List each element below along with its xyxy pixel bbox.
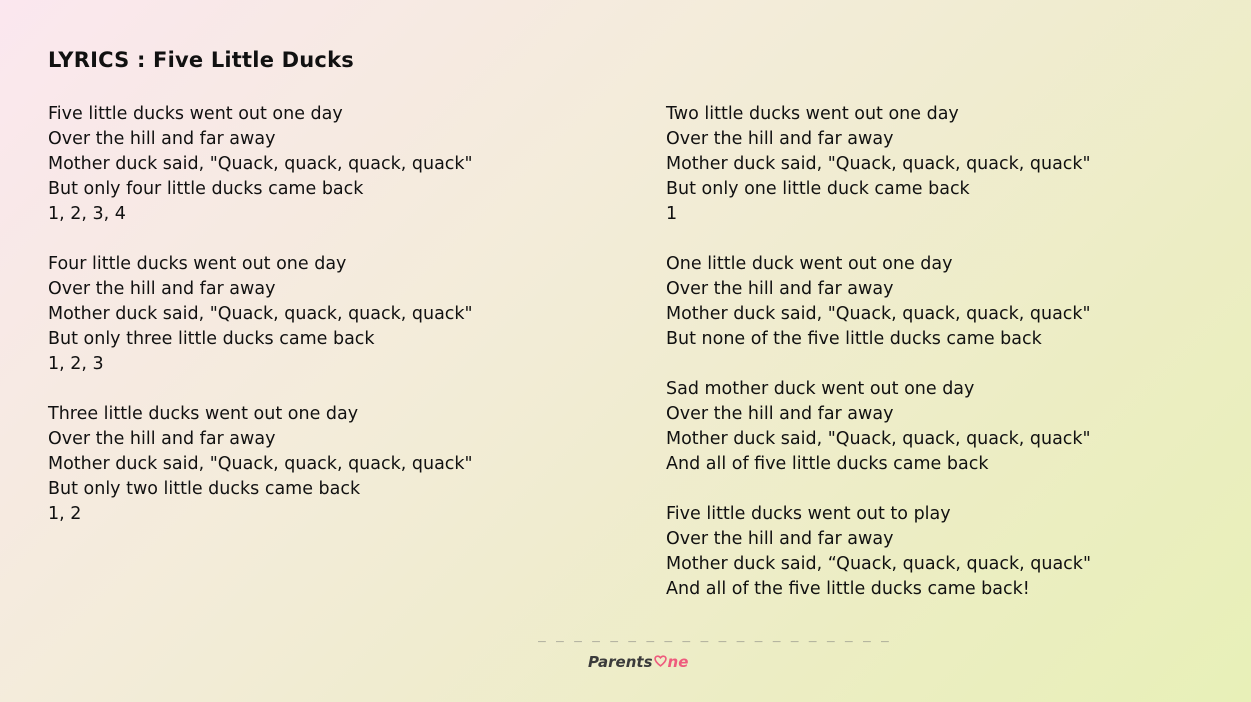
- lyric-count-line: 1, 2: [48, 504, 82, 524]
- lyric-line: One little duck went out one day: [666, 254, 953, 274]
- lyric-line: Sad mother duck went out one day: [666, 379, 975, 399]
- lyric-line: Over the hill and far away: [666, 529, 894, 549]
- lyric-line: Mother duck said, "Quack, quack, quack, quack": [48, 154, 473, 174]
- lyric-line: Over the hill and far away: [666, 279, 894, 299]
- stanza-three-ducks: [48, 402, 568, 527]
- lyric-line: Over the hill and far away: [666, 129, 894, 149]
- lyric-line: Mother duck said, "Quack, quack, quack, quack": [48, 454, 473, 474]
- lyric-line: But none of the five little ducks came back: [666, 329, 1042, 349]
- logo-text-parents: Parents: [588, 653, 653, 671]
- lyric-line: Over the hill and far away: [48, 129, 276, 149]
- stanza-one-duck: [666, 252, 1186, 352]
- lyric-line: Mother duck said, "Quack, quack, quack, quack": [666, 304, 1091, 324]
- stanza-five-ducks: [48, 102, 568, 227]
- lyric-line: Over the hill and far away: [666, 404, 894, 424]
- lyric-line: Over the hill and far away: [48, 279, 276, 299]
- lyric-line: Five little ducks went out one day: [48, 104, 343, 124]
- lyric-line: But only three little ducks came back: [48, 329, 375, 349]
- lyric-line: But only four little ducks came back: [48, 179, 364, 199]
- lyrics-left-column: [48, 102, 568, 552]
- stanza-all-ducks-back: [666, 502, 1186, 602]
- lyric-line: But only one little duck came back: [666, 179, 970, 199]
- lyric-line: Mother duck said, "Quack, quack, quack, quack": [666, 429, 1091, 449]
- lyric-count-line: 1: [666, 204, 678, 224]
- lyric-count-line: 1, 2, 3: [48, 354, 104, 374]
- stanza-sad-mother-duck: [666, 377, 1186, 477]
- lyric-line: Over the hill and far away: [48, 429, 276, 449]
- lyric-line: Five little ducks went out to play: [666, 504, 951, 524]
- lyric-line: Mother duck said, “Quack, quack, quack, quack": [666, 554, 1091, 574]
- lyric-line: Mother duck said, "Quack, quack, quack, quack": [666, 154, 1091, 174]
- lyric-line: Three little ducks went out one day: [48, 404, 359, 424]
- stanza-four-ducks: [48, 252, 568, 377]
- page-title: LYRICS : Five Little Ducks: [48, 48, 354, 72]
- lyric-line: Mother duck said, "Quack, quack, quack, quack": [48, 304, 473, 324]
- lyrics-right-column: [666, 102, 1186, 627]
- heart-o-icon: [654, 655, 667, 667]
- lyric-line: And all of the five little ducks came back!: [666, 579, 1030, 599]
- stanza-two-ducks: [666, 102, 1186, 227]
- lyric-line: But only two little ducks came back: [48, 479, 361, 499]
- lyric-line: And all of five little ducks came back: [666, 454, 989, 474]
- lyric-line: Two little ducks went out one day: [666, 104, 959, 124]
- parentsone-logo: [588, 652, 688, 672]
- lyric-count-line: 1, 2, 3, 4: [48, 204, 126, 224]
- logo-text-ne: ne: [667, 653, 689, 671]
- footer-divider: _ _ _ _ _ _ _ _ _ _ _ _ _ _ _ _ _ _ _ _: [538, 628, 891, 643]
- lyric-line: Four little ducks went out one day: [48, 254, 347, 274]
